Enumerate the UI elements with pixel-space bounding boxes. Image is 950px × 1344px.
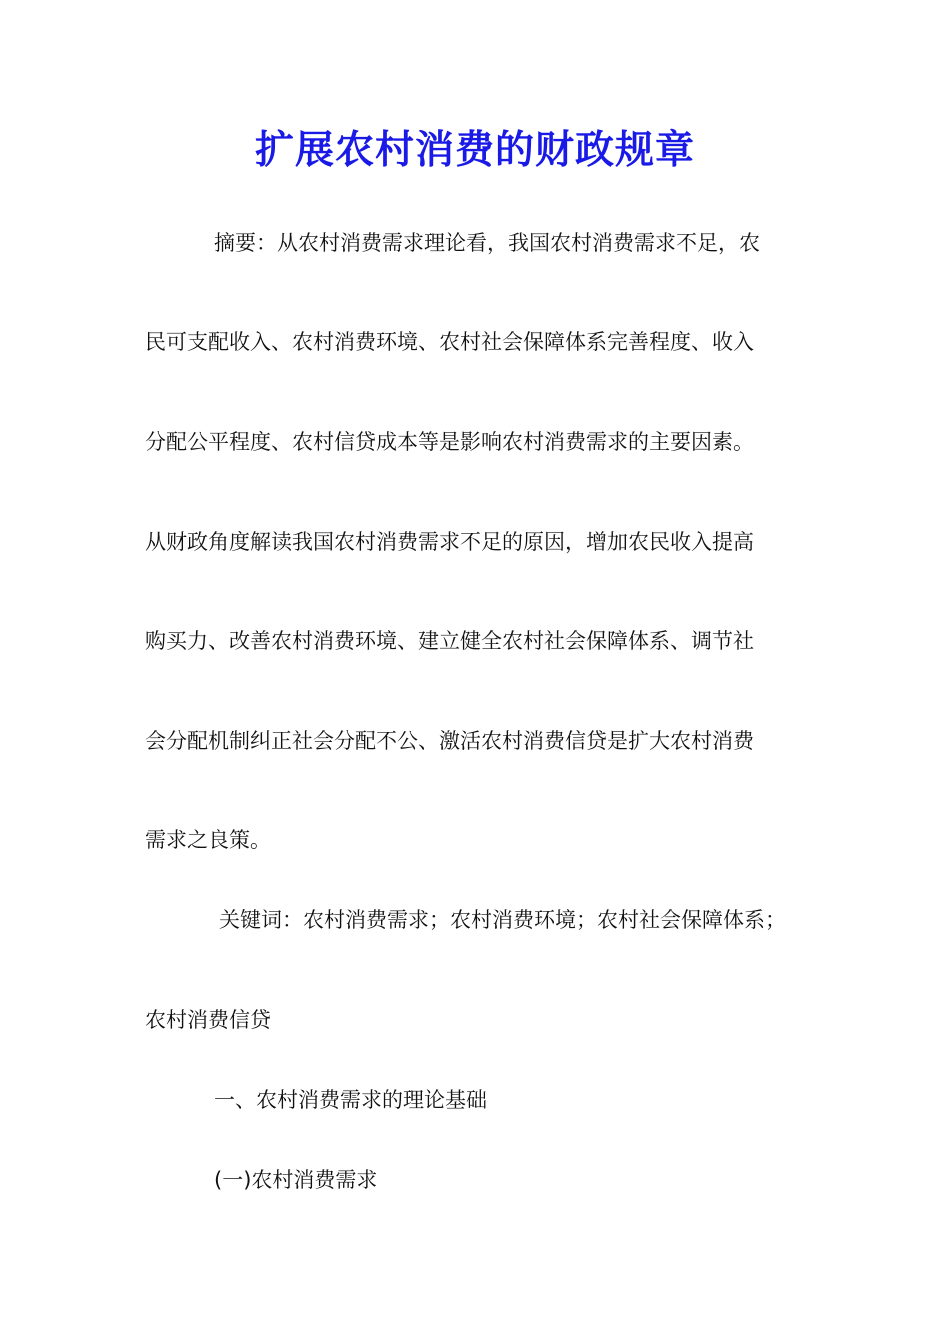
- section-heading: 一、农村消费需求的理论基础: [214, 1088, 487, 1112]
- abstract-line: 购买力、改善农村消费环境、建立健全农村社会保障体系、调节社: [145, 629, 754, 653]
- abstract-line: 民可支配收入、农村消费环境、农村社会保障体系完善程度、收入: [145, 330, 754, 354]
- keywords-line: 农村消费信贷: [145, 1008, 271, 1032]
- abstract-line: 摘要：从农村消费需求理论看，我国农村消费需求不足，农: [214, 231, 760, 255]
- abstract-line: 分配公平程度、农村信贷成本等是影响农村消费需求的主要因素。: [145, 430, 754, 454]
- subsection-heading: (一)农村消费需求: [214, 1168, 378, 1192]
- abstract-line: 会分配机制纠正社会分配不公、激活农村消费信贷是扩大农村消费: [145, 729, 754, 753]
- abstract-line: 需求之良策。: [145, 828, 271, 852]
- keywords-line: 关键词：农村消费需求；农村消费环境；农村社会保障体系；: [219, 908, 786, 932]
- abstract-line: 从财政角度解读我国农村消费需求不足的原因，增加农民收入提高: [145, 530, 754, 554]
- document-title: 扩展农村消费的财政规章: [254, 127, 695, 173]
